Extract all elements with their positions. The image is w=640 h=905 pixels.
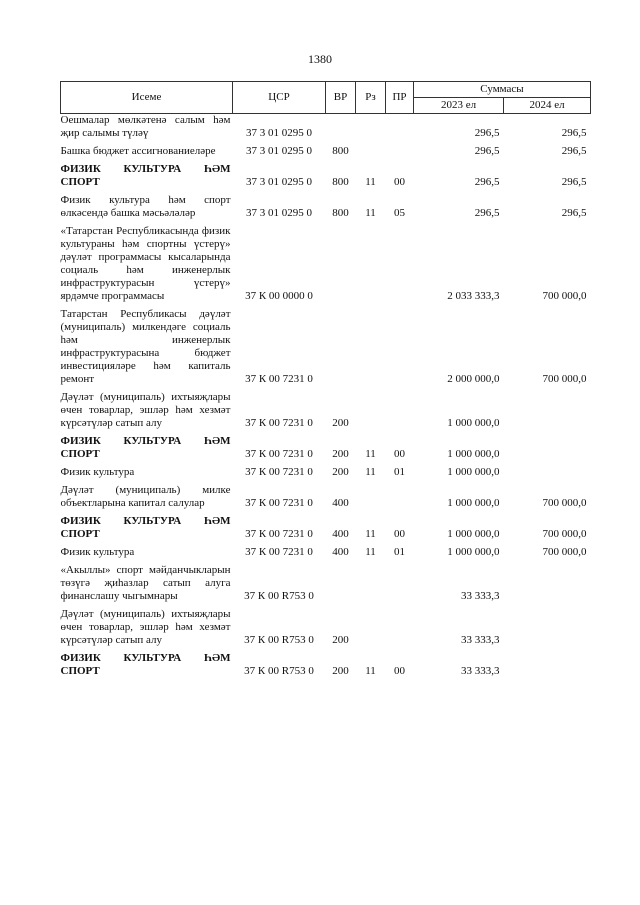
row-amount-2023: 33 333,3 bbox=[461, 634, 500, 646]
row-rz-code bbox=[356, 145, 386, 163]
row-name: Башка бюджет ассигнованиеләре bbox=[60, 145, 216, 157]
row-amount-2023: 1 000 000,0 bbox=[447, 448, 500, 460]
row-vr-code bbox=[326, 308, 356, 391]
row-pr-code: 01 bbox=[394, 466, 405, 478]
row-amount-2024 bbox=[504, 466, 591, 484]
row-amount-2023: 1 000 000,0 bbox=[447, 466, 500, 478]
header-pr: ПР bbox=[386, 82, 414, 114]
row-rz-code bbox=[356, 308, 386, 391]
row-amount-2024: 700 000,0 bbox=[542, 290, 587, 302]
row-vr-code: 200 bbox=[332, 665, 349, 677]
row-vr-code: 400 bbox=[332, 546, 349, 558]
row-name: ФИЗИК КУЛЬТУРА ҺӘМ СПОРТ bbox=[60, 652, 231, 677]
row-csr-code: 37 К 00 7231 0 bbox=[245, 417, 313, 429]
row-name: Дәүләт (муниципаль) ихтыяҗлары өчен товарлар, эшләр һәм хезмәт күрсәтүләр сатып алу bbox=[60, 608, 231, 646]
row-name: Татарстан Республикасы дәүләт (муниципаль) милкендәге социаль һәм инженерлык инфраструктурасына бюджет инвестицияләре һәм капиталь ремонт bbox=[60, 308, 231, 385]
row-pr-code bbox=[386, 114, 414, 146]
row-rz-code: 11 bbox=[365, 665, 376, 677]
row-rz-code: 11 bbox=[365, 528, 376, 540]
row-amount-2024: 700 000,0 bbox=[542, 528, 587, 540]
row-amount-2023: 1 000 000,0 bbox=[447, 528, 500, 540]
row-pr-code bbox=[386, 308, 414, 391]
row-pr-code bbox=[386, 391, 414, 435]
table-row bbox=[61, 546, 591, 564]
row-rz-code: 11 bbox=[365, 448, 376, 460]
row-vr-code: 200 bbox=[332, 417, 349, 429]
row-amount-2024 bbox=[504, 391, 591, 435]
row-amount-2024: 296,5 bbox=[561, 176, 587, 188]
table-row bbox=[61, 484, 591, 515]
row-csr-code: 37 К 00 R753 0 bbox=[244, 590, 314, 602]
row-vr-code: 400 bbox=[332, 528, 349, 540]
row-rz-code: 11 bbox=[365, 207, 376, 219]
row-rz-code bbox=[356, 608, 386, 652]
row-vr-code bbox=[326, 564, 356, 608]
row-name: Дәүләт (муниципаль) милке объектларына капитал салулар bbox=[60, 484, 231, 509]
row-vr-code bbox=[326, 114, 356, 146]
row-amount-2023: 2 000 000,0 bbox=[447, 373, 500, 385]
row-name: Физик культура bbox=[60, 466, 135, 478]
row-csr-code: 37 К 00 7231 0 bbox=[245, 373, 313, 385]
row-name: «Акыллы» спорт мәйданчыкларын төзүгә җиһазлар сатып алуга финанслашу чыгымнары bbox=[60, 564, 231, 602]
row-vr-code: 800 bbox=[332, 145, 349, 157]
row-pr-code: 00 bbox=[394, 665, 405, 677]
row-rz-code bbox=[356, 391, 386, 435]
row-vr-code bbox=[326, 225, 356, 308]
row-rz-code bbox=[356, 484, 386, 515]
table-row bbox=[61, 652, 591, 683]
page-number: 1380 bbox=[308, 52, 332, 66]
row-name: Физик культура bbox=[60, 546, 135, 558]
row-csr-code: 37 К 00 0000 0 bbox=[245, 290, 313, 302]
row-amount-2024: 296,5 bbox=[561, 127, 587, 139]
header-name: Исеме bbox=[61, 82, 233, 114]
row-amount-2023: 296,5 bbox=[474, 176, 500, 188]
row-csr-code: 37 3 01 0295 0 bbox=[246, 127, 312, 139]
budget-table bbox=[60, 81, 591, 683]
table-row bbox=[61, 466, 591, 484]
row-amount-2024: 700 000,0 bbox=[542, 373, 587, 385]
row-rz-code: 11 bbox=[365, 176, 376, 188]
row-amount-2023: 33 333,3 bbox=[461, 590, 500, 602]
row-name: ФИЗИК КУЛЬТУРА ҺӘМ СПОРТ bbox=[60, 515, 231, 540]
row-amount-2024: 296,5 bbox=[561, 145, 587, 157]
row-amount-2023: 1 000 000,0 bbox=[447, 417, 500, 429]
row-amount-2023: 2 033 333,3 bbox=[447, 290, 500, 302]
header-year-2023: 2023 ел bbox=[414, 98, 504, 114]
row-name: ФИЗИК КУЛЬТУРА ҺӘМ СПОРТ bbox=[60, 163, 231, 188]
table-row bbox=[61, 391, 591, 435]
row-name: ФИЗИК КУЛЬТУРА ҺӘМ СПОРТ bbox=[60, 435, 231, 460]
row-vr-code: 800 bbox=[332, 176, 349, 188]
row-pr-code bbox=[386, 484, 414, 515]
row-csr-code: 37 К 00 7231 0 bbox=[245, 497, 313, 509]
row-pr-code: 00 bbox=[394, 528, 405, 540]
row-amount-2024: 700 000,0 bbox=[542, 497, 587, 509]
row-vr-code: 200 bbox=[332, 466, 349, 478]
header-csr: ЦСР bbox=[233, 82, 326, 114]
table-row bbox=[61, 608, 591, 652]
table-body bbox=[61, 114, 591, 684]
row-csr-code: 37 К 00 7231 0 bbox=[245, 528, 313, 540]
row-csr-code: 37 3 01 0295 0 bbox=[246, 176, 312, 188]
row-vr-code: 800 bbox=[332, 207, 349, 219]
row-amount-2023: 1 000 000,0 bbox=[447, 546, 500, 558]
header-year-2024: 2024 ел bbox=[504, 98, 591, 114]
row-amount-2023: 33 333,3 bbox=[461, 665, 500, 677]
row-name: «Татарстан Республикасында физик культураны һәм спортны үстерү» дәүләт программасы кысаларында социаль һәм инженерлык инфраструктурасын үстерү» ярдәмче программасы bbox=[60, 225, 231, 302]
row-name: Дәүләт (муниципаль) ихтыяҗлары өчен товарлар, эшләр һәм хезмәт күрсәтүләр сатып алу bbox=[60, 391, 231, 429]
row-csr-code: 37 К 00 R753 0 bbox=[244, 665, 314, 677]
row-pr-code: 05 bbox=[394, 207, 405, 219]
header-sums: Суммасы bbox=[414, 82, 591, 98]
row-amount-2024 bbox=[504, 608, 591, 652]
row-csr-code: 37 3 01 0295 0 bbox=[246, 207, 312, 219]
row-vr-code: 200 bbox=[332, 634, 349, 646]
row-pr-code: 01 bbox=[394, 546, 405, 558]
row-vr-code: 400 bbox=[332, 497, 349, 509]
row-name: Оешмалар мөлкәтенә салым һәм җир салымы түләү bbox=[60, 114, 231, 139]
table-row bbox=[61, 225, 591, 308]
row-amount-2024: 296,5 bbox=[561, 207, 587, 219]
row-amount-2024: 700 000,0 bbox=[542, 546, 587, 558]
row-rz-code: 11 bbox=[365, 466, 376, 478]
row-csr-code: 37 3 01 0295 0 bbox=[246, 145, 312, 157]
row-pr-code bbox=[386, 564, 414, 608]
table-row bbox=[61, 308, 591, 391]
row-pr-code bbox=[386, 608, 414, 652]
row-csr-code: 37 К 00 R753 0 bbox=[244, 634, 314, 646]
row-amount-2024 bbox=[504, 435, 591, 466]
row-csr-code: 37 К 00 7231 0 bbox=[245, 466, 313, 478]
table-row bbox=[61, 145, 591, 163]
row-pr-code: 00 bbox=[394, 176, 405, 188]
row-rz-code bbox=[356, 564, 386, 608]
row-amount-2023: 296,5 bbox=[474, 207, 500, 219]
table-row bbox=[61, 194, 591, 225]
table-row bbox=[61, 163, 591, 194]
header-rz: Рз bbox=[356, 82, 386, 114]
row-amount-2024 bbox=[504, 652, 591, 683]
row-csr-code: 37 К 00 7231 0 bbox=[245, 546, 313, 558]
row-amount-2023: 296,5 bbox=[474, 127, 500, 139]
row-csr-code: 37 К 00 7231 0 bbox=[245, 448, 313, 460]
header-vr: ВР bbox=[326, 82, 356, 114]
row-vr-code: 200 bbox=[332, 448, 349, 460]
row-rz-code: 11 bbox=[365, 546, 376, 558]
row-pr-code bbox=[386, 145, 414, 163]
row-amount-2024 bbox=[504, 564, 591, 608]
row-rz-code bbox=[356, 225, 386, 308]
row-rz-code bbox=[356, 114, 386, 146]
row-amount-2023: 1 000 000,0 bbox=[447, 497, 500, 509]
row-name: Физик культура һәм спорт өлкәсендә башка мәсьәләләр bbox=[60, 194, 231, 219]
table-row bbox=[61, 435, 591, 466]
table-row bbox=[61, 564, 591, 608]
row-pr-code: 00 bbox=[394, 448, 405, 460]
row-amount-2023: 296,5 bbox=[474, 145, 500, 157]
row-pr-code bbox=[386, 225, 414, 308]
table-row bbox=[61, 515, 591, 546]
table-row bbox=[61, 114, 591, 146]
